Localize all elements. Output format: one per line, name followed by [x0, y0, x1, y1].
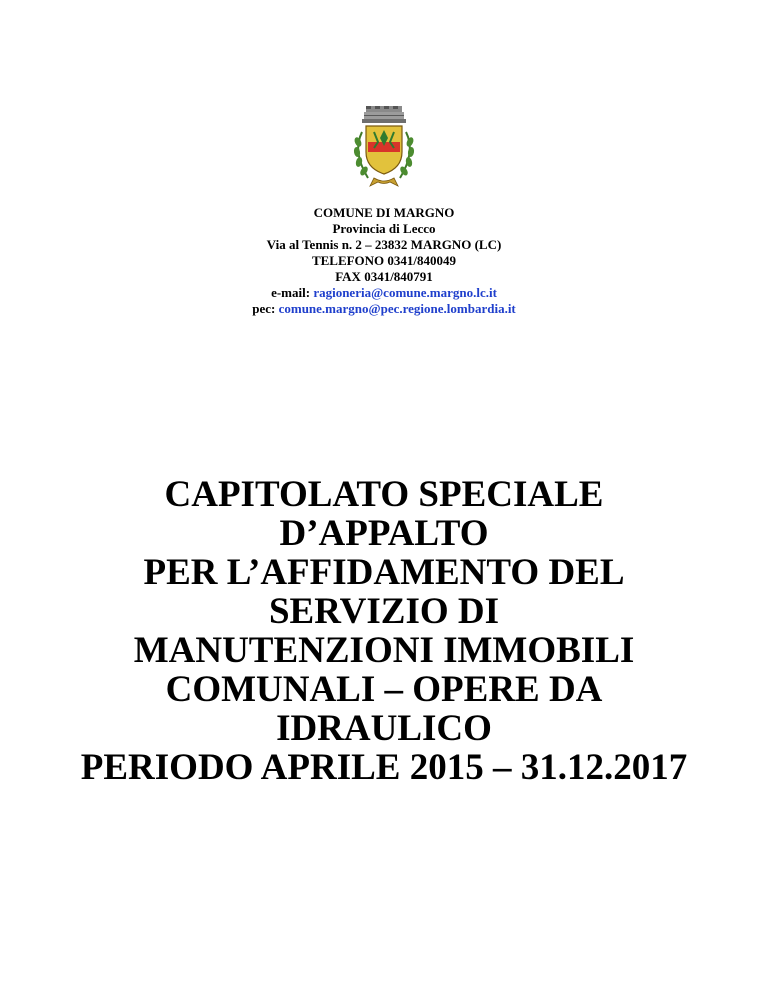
document-title [0, 475, 768, 787]
email-label: e-mail: [271, 285, 311, 300]
fax-number: FAX 0341/840791 [335, 269, 433, 284]
municipality-name: COMUNE DI MARGNO [313, 205, 455, 220]
title-line: COMUNALI – OPERE DA [165, 669, 603, 710]
email-link[interactable]: ragioneria@comune.margno.lc.it [313, 285, 497, 300]
address: Via al Tennis n. 2 – 23832 MARGNO (LC) [266, 237, 502, 252]
title-line: CAPITOLATO SPECIALE [164, 474, 604, 515]
pec-label: pec: [252, 301, 276, 316]
pec-link[interactable]: comune.margno@pec.regione.lombardia.it [278, 301, 516, 316]
title-line: PERIODO APRILE 2015 – 31.12.2017 [80, 747, 688, 788]
municipality-header [0, 205, 768, 317]
title-line: D’APPALTO [279, 513, 489, 554]
email-line [0, 285, 768, 301]
pec-line [0, 301, 768, 317]
title-line: IDRAULICO [276, 708, 492, 749]
coat-of-arms-icon [344, 102, 424, 190]
title-line: PER L’AFFIDAMENTO DEL [143, 552, 625, 593]
province-name: Provincia di Lecco [332, 221, 436, 236]
phone-number: TELEFONO 0341/840049 [311, 253, 457, 268]
title-line: SERVIZIO DI [268, 591, 500, 632]
title-line: MANUTENZIONI IMMOBILI [133, 630, 635, 671]
